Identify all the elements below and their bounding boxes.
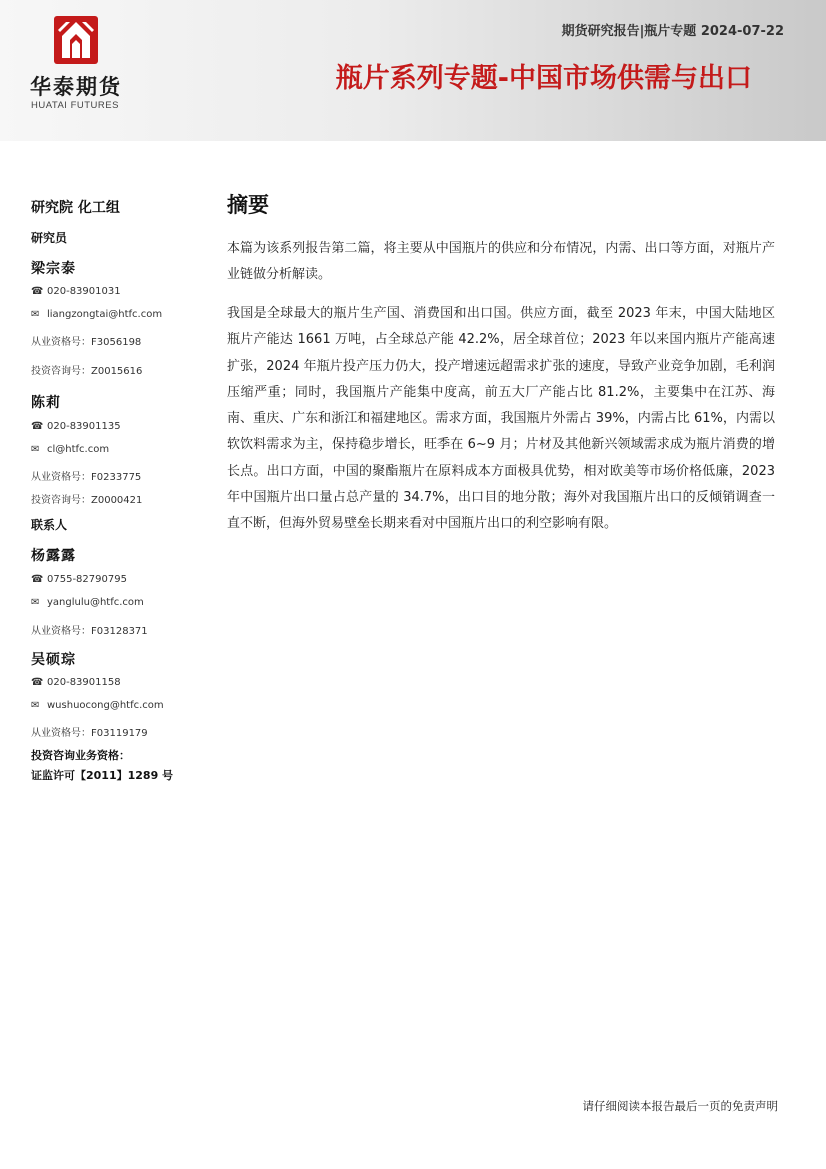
- report-meta-line: 期货研究报告|瓶片专题 2024-07-22: [561, 24, 784, 39]
- report-header: [0, 0, 826, 141]
- abstract-paragraph: 我国是全球最大的瓶片生产国、消费国和出口国。供应方面，截至 2023 年末，中国大陆地区瓶片产能达 1661 万吨，占全球总产能 42.2%，居全球首位；2023 年以来国内瓶片产能高速扩张，2024 年瓶片投产压力仍大，投产增速远超需求扩张的速度，导致产业竞争加剧，毛利润压缩严重；同时，我国瓶片产能集中度高，前五大厂产能占比 81.2%，主要集中在江苏、海南、重庆、广东和浙江和福建地区。需求方面，我国瓶片外需占 39%，内需占比 61%，内需以软饮料需求为主，保持稳步增长，旺季在 6~9 月；片材及其他新兴领域需求成为瓶片消费的增长点。出口方面，中国的聚酯瓶片在原料成本方面极具优势，相对欧美等市场价格低廉，2023 年中国瓶片出口量占总产量的 34.7%，出口目的地分散；海外对我国瓶片出口的反倾销调查一直不断，但海外贸易壁垒长期来看对中国瓶片出口的利空影响有限。: [227, 306, 775, 532]
- logo-english-name: HUATAI FUTURES: [31, 100, 119, 111]
- envelope-icon: ✉: [31, 309, 40, 320]
- researcher-email[interactable]: [31, 309, 162, 320]
- contact-email[interactable]: [31, 597, 144, 608]
- contact-phone: [31, 677, 121, 688]
- email-address[interactable]: liangzongtai@htfc.com: [47, 309, 163, 320]
- phone-icon: ☎: [31, 574, 44, 585]
- qualification-number: 从业资格号：F03128371: [31, 626, 148, 637]
- advisory-number: 投资咨询号：Z0015616: [31, 366, 143, 377]
- phone-number: 020-83901135: [47, 421, 121, 432]
- envelope-icon: ✉: [31, 597, 40, 608]
- abstract-paragraph: 本篇为该系列报告第二篇，将主要从中国瓶片的供应和分布情况，内需、出口等方面，对瓶片产业链做分析解读。: [227, 241, 775, 283]
- license-number: 证监许可【2011】1289 号: [31, 769, 174, 782]
- researcher-name: 梁宗泰: [31, 261, 76, 277]
- phone-icon: ☎: [31, 286, 44, 297]
- phone-number: 020-83901158: [47, 677, 121, 688]
- phone-icon: ☎: [31, 421, 44, 432]
- phone-icon: ☎: [31, 677, 44, 688]
- email-address[interactable]: yanglulu@htfc.com: [47, 597, 144, 608]
- researcher-phone: [31, 421, 121, 432]
- envelope-icon: ✉: [31, 444, 40, 455]
- qualification-number: 从业资格号：F0233775: [31, 472, 142, 483]
- researcher-phone: [31, 286, 121, 297]
- qualification-number: 从业资格号：F03119179: [31, 728, 148, 739]
- phone-number: 0755-82790795: [47, 574, 127, 585]
- huatai-logo-icon: [54, 16, 98, 64]
- phone-number: 020-83901031: [47, 286, 121, 297]
- email-address[interactable]: cl@htfc.com: [47, 444, 110, 455]
- email-address[interactable]: wushuocong@htfc.com: [47, 700, 164, 711]
- contact-email[interactable]: [31, 700, 164, 711]
- contact-label: 联系人: [31, 518, 68, 532]
- contact-name: 吴硕琮: [31, 652, 76, 668]
- abstract-heading: 摘要: [227, 193, 269, 217]
- researcher-email[interactable]: [31, 444, 109, 455]
- envelope-icon: ✉: [31, 700, 40, 711]
- qualification-number: 从业资格号：F3056198: [31, 337, 142, 348]
- report-title: 瓶片系列专题-中国市场供需与出口: [335, 63, 752, 94]
- logo-chinese-name: 华泰期货: [30, 75, 122, 99]
- contact-phone: [31, 574, 127, 585]
- department-label: 研究院 化工组: [31, 200, 120, 216]
- disclaimer-note: 请仔细阅读本报告最后一页的免责声明: [582, 1099, 778, 1113]
- researcher-name: 陈莉: [31, 395, 61, 411]
- researcher-label: 研究员: [31, 231, 68, 245]
- advisory-number: 投资咨询号：Z0000421: [31, 495, 143, 506]
- contact-name: 杨露露: [31, 548, 76, 564]
- license-label: 投资咨询业务资格：: [31, 749, 130, 762]
